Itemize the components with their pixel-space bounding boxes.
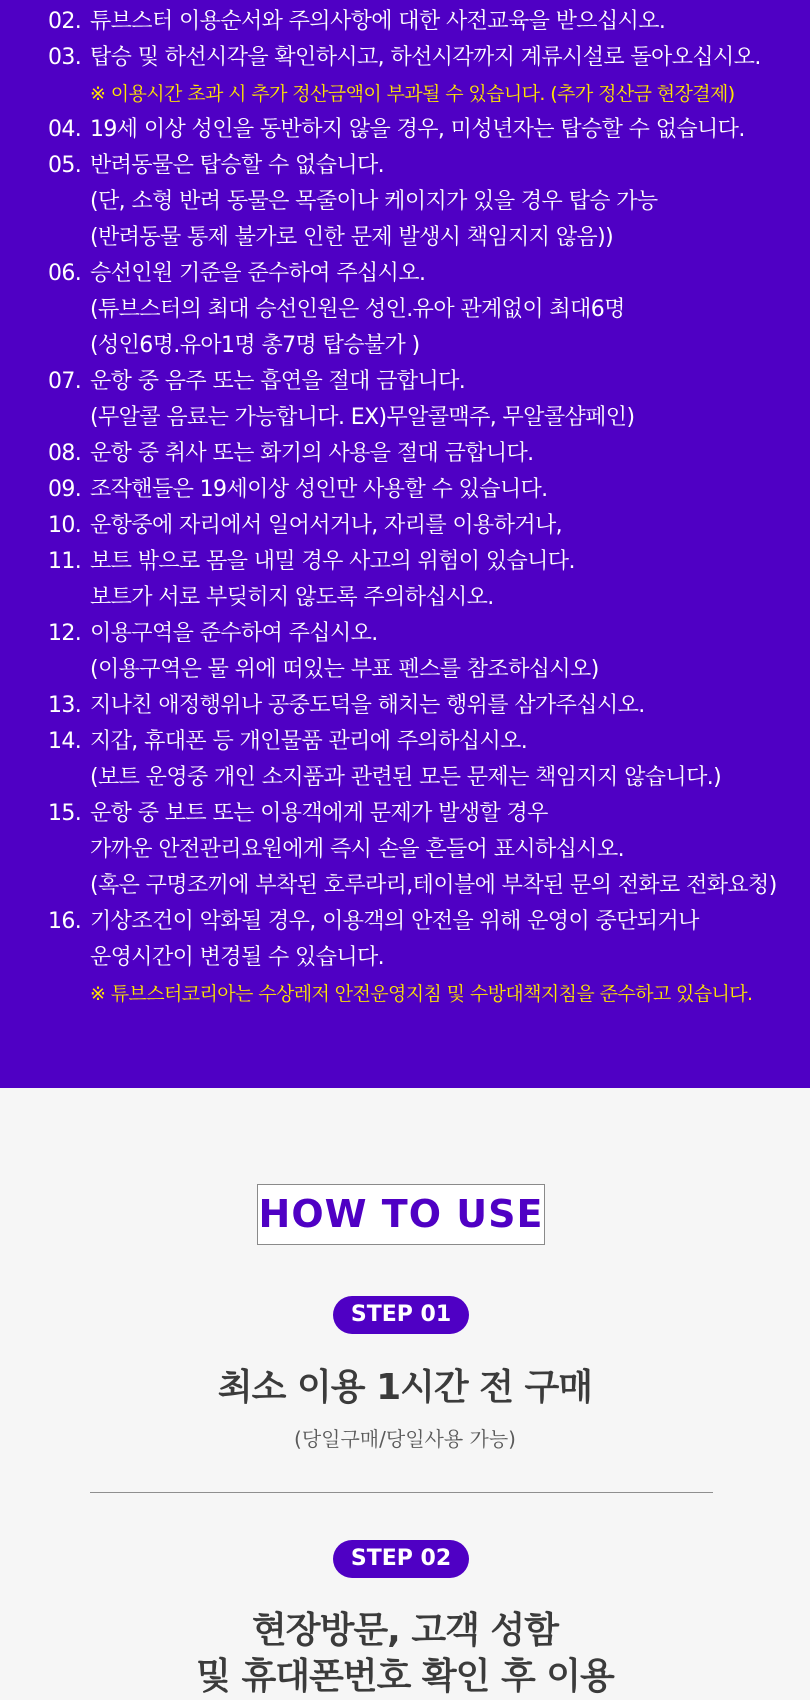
- rule-text: 운영시간이 변경될 수 있습니다.: [90, 945, 385, 970]
- rule-line: [0, 904, 810, 940]
- rule-text: 지갑, 휴대폰 등 개인물품 관리에 주의하십시오.: [90, 729, 528, 754]
- rule-line: [0, 364, 810, 400]
- how-to-use-title: HOW TO USE: [257, 1184, 545, 1245]
- rule-number: 07.: [48, 369, 82, 394]
- rule-line: [0, 652, 810, 688]
- rule-line: [0, 184, 810, 220]
- rule-line: [0, 688, 810, 724]
- rule-text: 가까운 안전관리요원에게 즉시 손을 흔들어 표시하십시오.: [90, 837, 625, 862]
- rule-number: 03.: [48, 45, 82, 70]
- rule-number: 04.: [48, 117, 82, 142]
- rule-number: 13.: [48, 693, 82, 718]
- rule-text: 보트가 서로 부딪히지 않도록 주의하십시오.: [90, 585, 494, 610]
- rule-line: [0, 40, 810, 76]
- rule-text: 이용구역을 준수하여 주십시오.: [90, 621, 378, 646]
- rule-line: [0, 400, 810, 436]
- rule-text: (혹은 구명조끼에 부착된 호루라리,테이블에 부착된 문의 전화로 전화요청): [90, 873, 777, 898]
- notice-text: ※ 이용시간 초과 시 추가 정산금액이 부과될 수 있습니다. (추가 정산금 현장결제): [90, 83, 735, 105]
- rule-line: [0, 544, 810, 580]
- step-02-title-line-2: 및 휴대폰번호 확인 후 이용: [196, 1656, 614, 1697]
- rule-line: [0, 832, 810, 868]
- step-02-badge: STEP 02: [333, 1540, 469, 1578]
- rule-number: 12.: [48, 621, 82, 646]
- rule-text: (반려동물 통제 불가로 인한 문제 발생시 책임지지 않음)): [90, 225, 614, 250]
- notice-text: ※ 튜브스터코리아는 수상레저 안전운영지침 및 수방대책지침을 준수하고 있습니다.: [90, 983, 753, 1005]
- rule-text: 운항 중 보트 또는 이용객에게 문제가 발생할 경우: [90, 801, 548, 826]
- rule-text: 19세 이상 성인을 동반하지 않을 경우, 미성년자는 탑승할 수 없습니다.: [90, 117, 745, 142]
- rule-line: [0, 220, 810, 256]
- rule-text: 운항 중 취사 또는 화기의 사용을 절대 금합니다.: [90, 441, 534, 466]
- rule-line: [0, 724, 810, 760]
- rule-number: 02.: [48, 9, 82, 34]
- rule-text: 튜브스터 이용순서와 주의사항에 대한 사전교육을 받으십시오.: [90, 9, 666, 34]
- rule-line: [0, 796, 810, 832]
- rule-text: 운항 중 음주 또는 흡연을 절대 금합니다.: [90, 369, 466, 394]
- rule-text: 보트 밖으로 몸을 내밀 경우 사고의 위험이 있습니다.: [90, 549, 575, 574]
- rule-number: 09.: [48, 477, 82, 502]
- rule-line: [0, 292, 810, 328]
- how-to-use-section: [0, 1088, 810, 1697]
- rule-line: [0, 328, 810, 364]
- rule-text: 승선인원 기준을 준수하여 주십시오.: [90, 261, 426, 286]
- rule-number: 05.: [48, 153, 82, 178]
- rule-line: [0, 508, 810, 544]
- rule-text: (무알콜 음료는 가능합니다. EX)무알콜맥주, 무알콜샴페인): [90, 405, 635, 430]
- rule-line: [0, 256, 810, 292]
- rule-number: 08.: [48, 441, 82, 466]
- rule-number: 14.: [48, 729, 82, 754]
- rule-text: 조작핸들은 19세이상 성인만 사용할 수 있습니다.: [90, 477, 548, 502]
- rule-text: 반려동물은 탑승할 수 없습니다.: [90, 153, 385, 178]
- rule-text: 탑승 및 하선시각을 확인하시고, 하선시각까지 계류시설로 돌아오십시오.: [90, 45, 761, 70]
- rule-text: (보트 운영중 개인 소지품과 관련된 모든 문제는 책임지지 않습니다.): [90, 765, 722, 790]
- rule-number: 11.: [48, 549, 82, 574]
- rule-line: [0, 868, 810, 904]
- step-01-title: 최소 이용 1시간 전 구매: [217, 1367, 593, 1408]
- rule-text: 지나친 애정행위나 공중도덕을 해치는 행위를 삼가주십시오.: [90, 693, 645, 718]
- rule-text: (이용구역은 물 위에 떠있는 부표 펜스를 참조하십시오): [90, 657, 599, 682]
- step-01-badge: STEP 01: [333, 1296, 469, 1334]
- rule-line: [0, 580, 810, 616]
- rule-line: [0, 112, 810, 148]
- rule-text: (튜브스터의 최대 승선인원은 성인.유아 관계없이 최대6명: [90, 297, 625, 322]
- rule-line: [0, 760, 810, 796]
- rule-text: 기상조건이 악화될 경우, 이용객의 안전을 위해 운영이 중단되거나: [90, 909, 699, 934]
- rule-text: 운항중에 자리에서 일어서거나, 자리를 이용하거나,: [90, 513, 563, 538]
- step-01-subtitle: (당일구매/당일사용 가능): [294, 1427, 516, 1451]
- rule-text: (단, 소형 반려 동물은 목줄이나 케이지가 있을 경우 탑승 가능: [90, 189, 658, 214]
- step-02-title-line-1: 현장방문, 고객 성함: [252, 1610, 558, 1651]
- rule-number: 10.: [48, 513, 82, 538]
- rule-number: 15.: [48, 801, 82, 826]
- rule-line: [0, 4, 810, 40]
- rule-line: [0, 148, 810, 184]
- rule-line: [0, 940, 810, 976]
- rule-number: 06.: [48, 261, 82, 286]
- notice-line: [0, 76, 810, 112]
- rule-line: [0, 616, 810, 652]
- rule-line: [0, 472, 810, 508]
- step-divider: [90, 1492, 713, 1493]
- rule-text: (성인6명.유아1명 총7명 탑승불가 ): [90, 333, 420, 358]
- rule-number: 16.: [48, 909, 82, 934]
- rule-line: [0, 436, 810, 472]
- notice-line: [0, 976, 810, 1012]
